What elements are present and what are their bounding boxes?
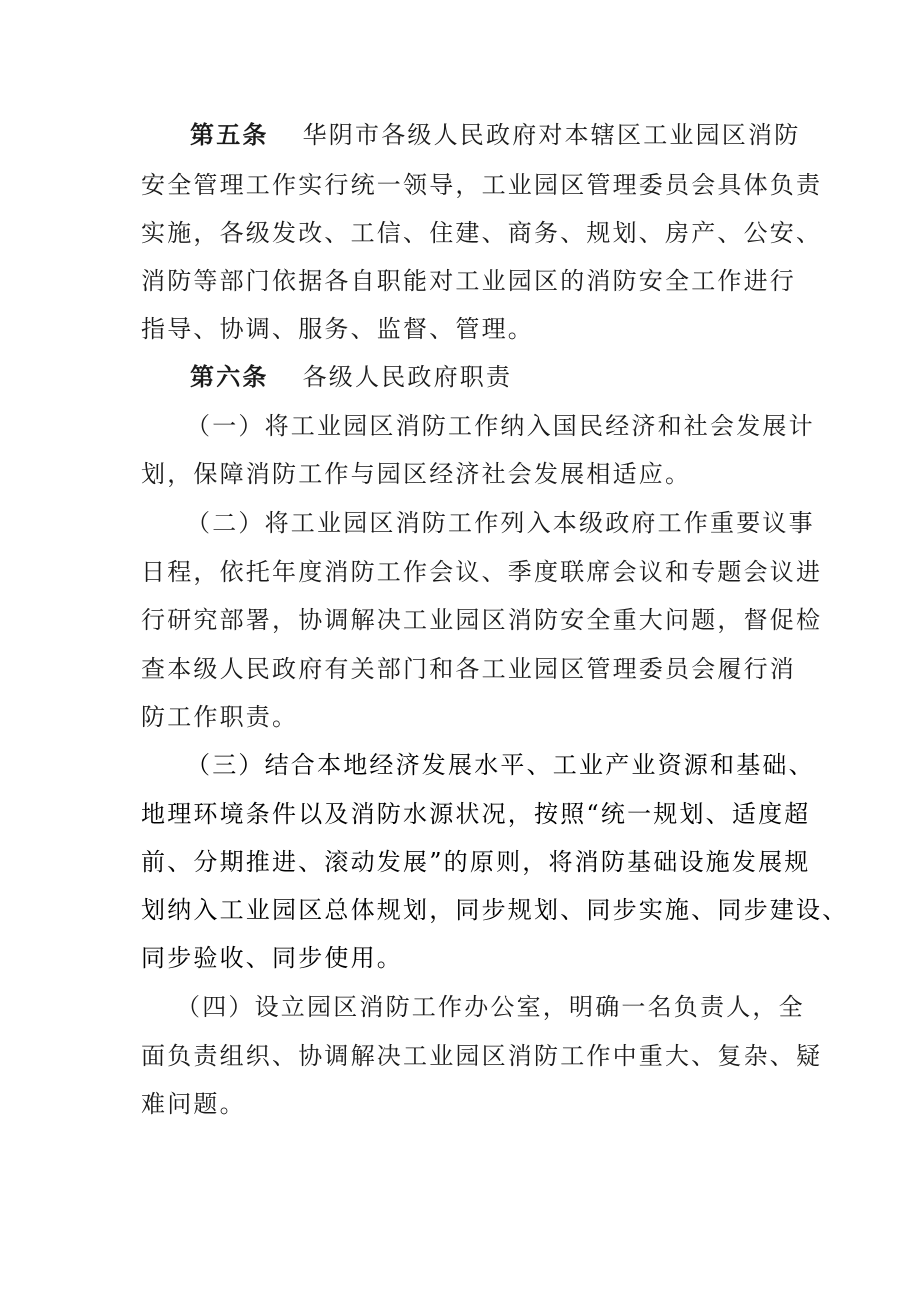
item3-line-4: 划纳入工业园区总体规划，同步规划、同步实施、同步建设、	[141, 896, 849, 924]
item2-line-2: 日程，依托年度消防工作会议、季度联席会议和专题会议进	[141, 558, 823, 586]
item2-line-5: 防工作职责。	[141, 703, 299, 731]
article5-line-5: 指导、协调、服务、监督、管理。	[141, 315, 534, 343]
article6-title: 各级人民政府职责	[302, 363, 513, 391]
article5-line-2: 安全管理工作实行统一领导，工业园区管理委员会具体负责	[141, 171, 823, 199]
item1-line-2: 划，保障消防工作与园区经济社会发展相适应。	[141, 460, 692, 488]
article6-line-1	[190, 362, 840, 392]
item3-line-1: （三）结合本地经济发展水平、工业产业资源和基础、	[186, 751, 815, 779]
item3-line-2: 地理环境条件以及消防水源状况，按照“统一规划、适度超	[141, 800, 811, 828]
item3-line-3: 前、分期推进、滚动发展”的原则，将消防基础设施发展规	[141, 848, 811, 876]
item2-line-1: （二）将工业园区消防工作列入本级政府工作重要议事	[186, 509, 815, 537]
item4-line-3: 难问题。	[141, 1090, 246, 1118]
item2-line-4: 查本级人民政府有关部门和各工业园区管理委员会履行消	[141, 655, 796, 683]
article5-line-1	[190, 120, 840, 150]
item3-line-5: 同步验收、同步使用。	[141, 944, 403, 972]
article5-heading: 第五条	[190, 121, 269, 149]
item2-line-3: 行研究部署，协调解决工业园区消防安全重大问题，督促检	[141, 606, 823, 634]
item4-line-1: （四）设立园区消防工作办公室，明确一名负责人，全	[176, 993, 805, 1021]
article5-text-1: 华阴市各级人民政府对本辖区工业园区消防	[302, 121, 801, 149]
item4-line-2: 面负责组织、协调解决工业园区消防工作中重大、复杂、疑	[141, 1042, 823, 1070]
article5-line-3: 实施，各级发改、工信、住建、商务、规划、房产、公安、	[141, 219, 823, 247]
article5-line-4: 消防等部门依据各自职能对工业园区的消防安全工作进行	[141, 267, 796, 295]
article6-heading: 第六条	[190, 363, 269, 391]
item1-line-1: （一）将工业园区消防工作纳入国民经济和社会发展计	[186, 412, 815, 440]
